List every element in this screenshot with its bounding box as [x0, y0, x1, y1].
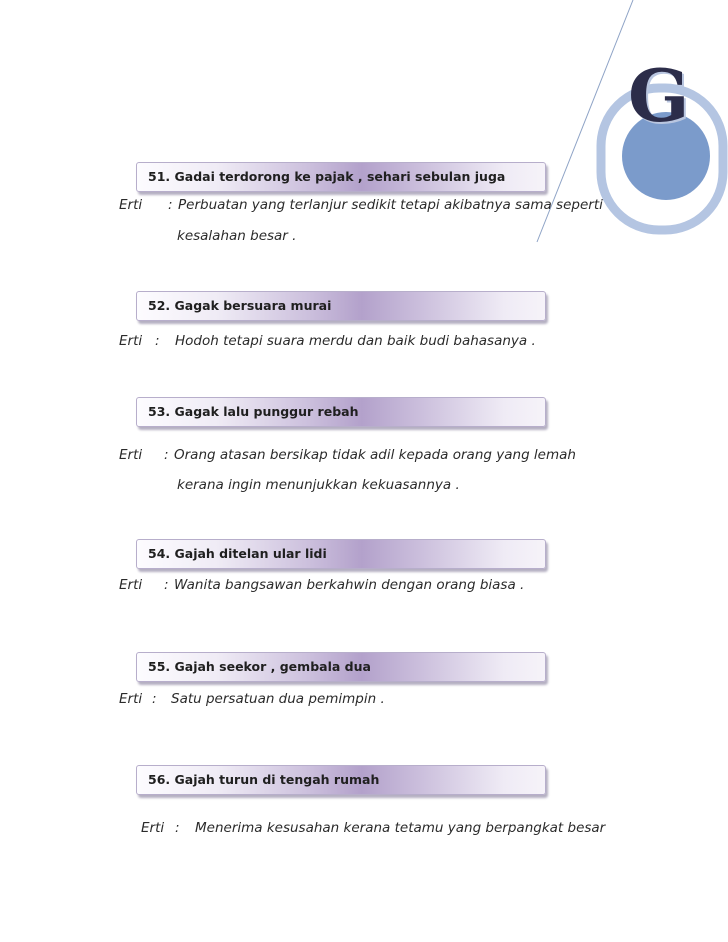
erti-label: Erti [119, 691, 143, 707]
erti-colon: : [164, 577, 169, 593]
erti-label: Erti [119, 197, 143, 213]
erti-label: Erti [119, 447, 143, 463]
section-letter: G [628, 53, 690, 138]
meaning-text-53: Orang atasan bersikap tidak adil kepada orang yang lemah [174, 447, 576, 463]
erti-label: Erti [141, 820, 165, 836]
meaning-line-56 [141, 819, 605, 837]
meaning-text-56: Menerima kesusahan kerana tetamu yang berpangkat besar [195, 820, 606, 836]
meaning-line-51 [119, 196, 603, 214]
meaning-text-55: Satu persatuan dua pemimpin . [171, 691, 385, 707]
erti-colon: : [175, 820, 180, 836]
erti-colon: : [164, 447, 169, 463]
erti-label: Erti [119, 577, 143, 593]
meaning-line-55 [119, 690, 385, 708]
erti-label: Erti [119, 333, 143, 349]
meaning-line-52 [119, 332, 536, 350]
peribahasa-heading-54: 54. Gajah ditelan ular lidi [136, 539, 546, 569]
meaning-text-54: Wanita bangsawan berkahwin dengan orang biasa . [174, 577, 525, 593]
meaning-line-53 [119, 446, 576, 464]
meaning-text-52: Hodoh tetapi suara merdu dan baik budi bahasanya . [175, 333, 536, 349]
meaning-line-54 [119, 576, 524, 594]
peribahasa-heading-53: 53. Gagak lalu punggur rebah [136, 397, 546, 427]
meaning-text-51-cont: kesalahan besar . [177, 228, 297, 244]
peribahasa-heading-51: 51. Gadai terdorong ke pajak , sehari sebulan juga [136, 162, 546, 192]
peribahasa-heading-56: 56. Gajah turun di tengah rumah [136, 765, 546, 795]
erti-colon: : [168, 197, 173, 213]
meaning-text-51: Perbuatan yang terlanjur sedikit tetapi akibatnya sama seperti [178, 197, 603, 213]
peribahasa-heading-52: 52. Gagak bersuara murai [136, 291, 546, 321]
meaning-text-53-cont: kerana ingin menunjukkan kekuasannya . [177, 477, 460, 493]
erti-colon: : [152, 691, 157, 707]
erti-colon: : [155, 333, 160, 349]
peribahasa-heading-55: 55. Gajah seekor , gembala dua [136, 652, 546, 682]
